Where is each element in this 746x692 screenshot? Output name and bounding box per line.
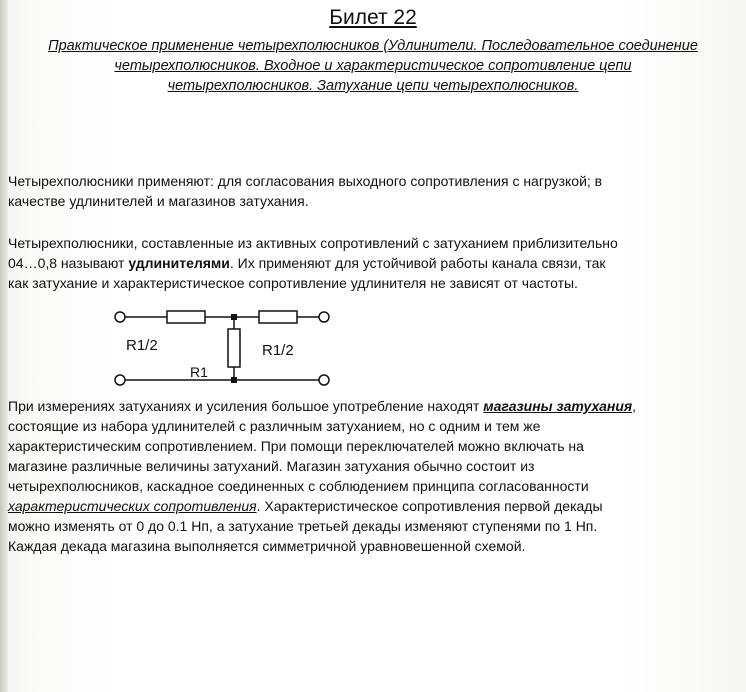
left-edge-shadow [0,0,8,692]
subtitle-line-2: четырехполюсников. Входное и характеристическое сопротивление цепи [114,58,632,74]
label-right-resistor: R1/2 [262,342,294,359]
subtitle-line-3: четырехполюсников. Затухание цепи четырехполюсников. [167,78,579,94]
paragraph-line: Каждая декада магазина выполняется симметричной уравновешенной схемой. [8,538,526,554]
text-span: При измерениях затуханиях и усиления большое употребление находят [8,398,484,414]
paragraph-line: Четырехполюсники, составленные из активных сопротивлений с затуханием приблизительно [8,235,618,251]
paragraph-attenuation-boxes [8,396,738,556]
ticket-subtitle [8,36,738,96]
paragraph-line [8,496,738,516]
t-attenuator-circuit-diagram [100,300,350,392]
junction-node [231,314,237,320]
label-left-resistor: R1/2 [126,337,158,354]
term-characteristic-impedance: характеристических сопротивления [8,498,257,514]
paragraph-line: как затухание и характеристическое сопротивление удлинителя не зависят от частоты. [8,275,578,291]
subtitle-line-1: Практическое применение четырехполюсников (Удлинители. Последовательное соединение [48,38,698,54]
paragraph-line: четырехполюсников, каскадное соединенных с соблюдением принципа согласованности [8,478,589,494]
resistor-left [167,311,205,323]
paragraph-line: характеристическим сопротивлением. При помощи переключателей можно включать на [8,438,584,454]
output-terminal-bottom [319,375,329,385]
resistor-shunt [228,329,240,367]
paragraph-line [8,396,738,416]
paragraph-applications [8,171,738,211]
text-span: . Их применяют для устойчивой работы канала связи, так [229,255,606,271]
label-shunt-resistor: R1 [190,364,208,380]
text-span: 04…0,8 называют [8,255,129,271]
paragraph-line: можно изменять от 0 до 0.1 Нп, а затухание третьей декады изменяют ступенями по 1 Нп. [8,518,598,534]
text-span: . Характеристическое сопротивления первой декады [256,498,603,514]
paragraph-line [8,253,738,273]
output-terminal-top [319,312,329,322]
paragraph-attenuators [8,233,738,293]
bold-term-attenuators: удлинителями [128,255,230,271]
page-title: Билет 22 [329,6,417,29]
paragraph-line: состоящие из набора удлинителей с различным затуханием, но с одним и тем же [8,418,541,434]
paragraph-line: магазине различные величины затуханий. Магазин затухания обычно состоит из [8,458,535,474]
paragraph-line: Четырехполюсники применяют: для согласования выходного сопротивления с нагрузкой; в [8,173,603,189]
text-span: , [632,398,637,414]
paragraph-line: качестве удлинителей и магазинов затухания. [8,193,309,209]
input-terminal-top [115,312,125,322]
input-terminal-bottom [115,375,125,385]
resistor-right [259,311,297,323]
term-attenuation-box: магазины затухания [483,398,633,414]
